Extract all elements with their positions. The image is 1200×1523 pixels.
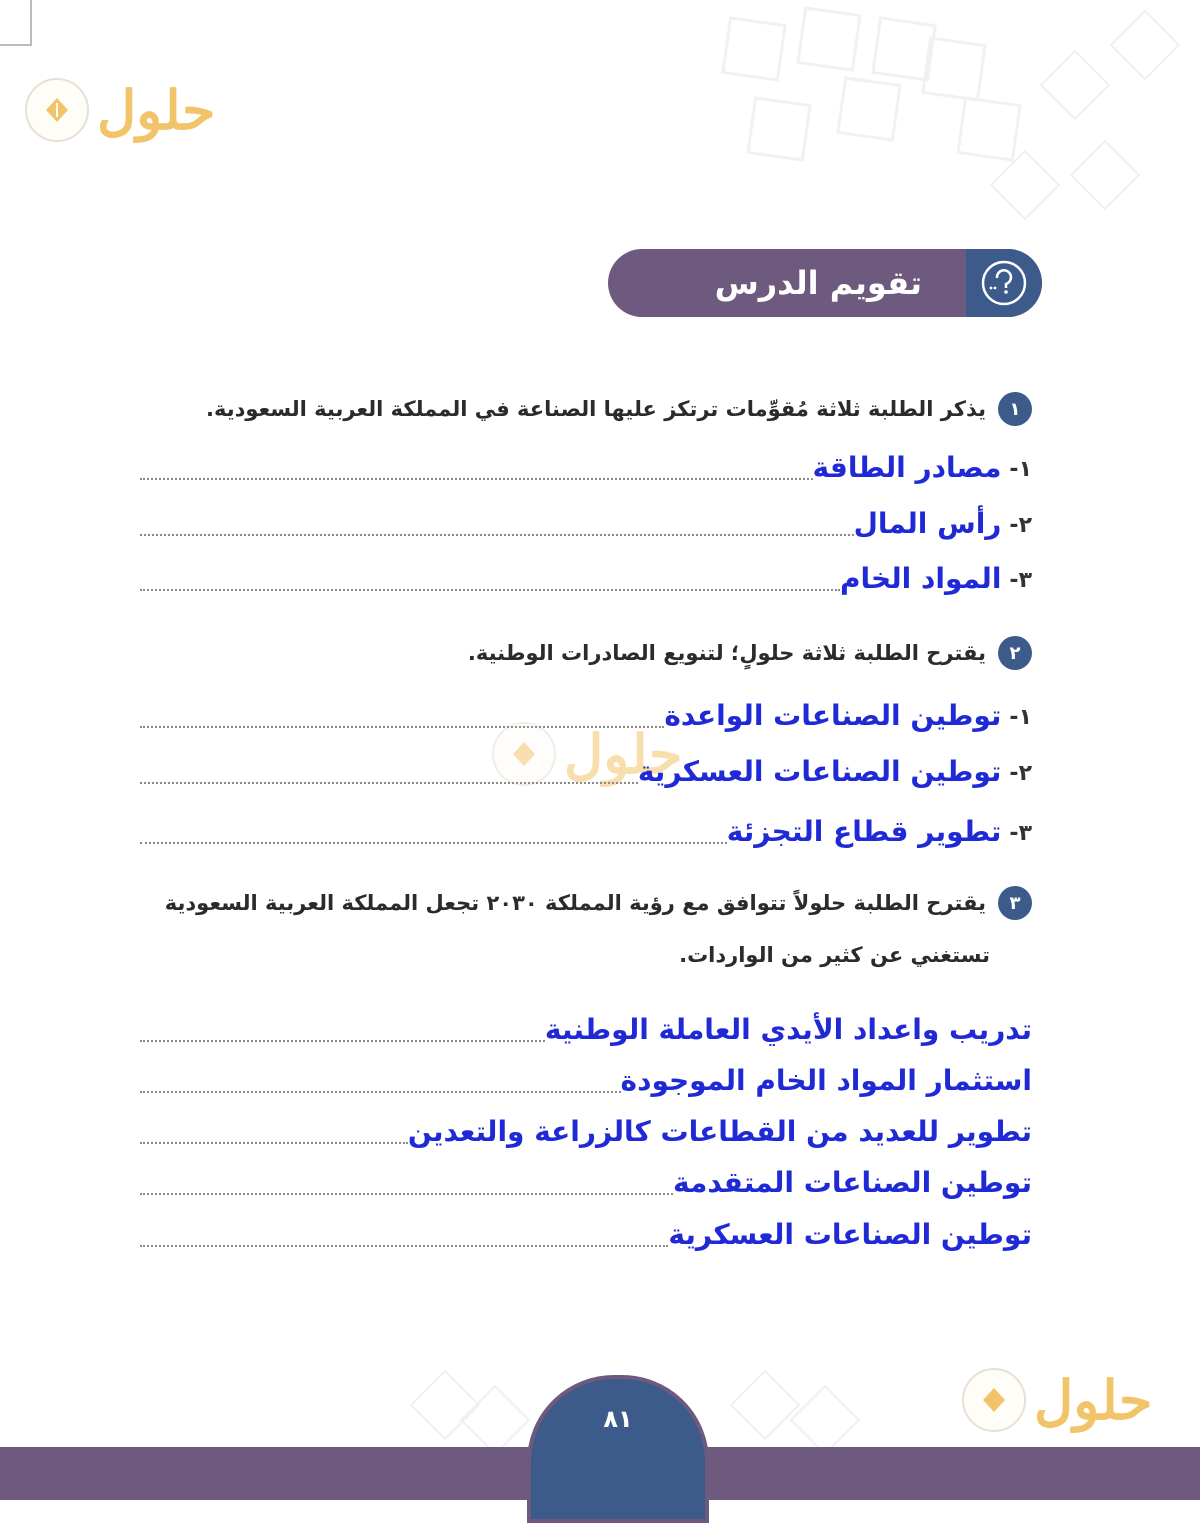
answer-text: المواد الخام: [839, 562, 1002, 595]
answer-text: رأس المال: [853, 507, 1002, 540]
answer-line: [140, 810, 1032, 850]
answer-number: ٢-: [1009, 513, 1032, 538]
answer-text: توطين الصناعات العسكرية: [668, 1218, 1032, 1251]
answer-line: [140, 1213, 1032, 1253]
logo-text: حلول: [564, 722, 683, 786]
dotted-line: [140, 1244, 668, 1247]
page-number-tab: [527, 1375, 709, 1523]
book-icon: [962, 1368, 1026, 1432]
brand-logo-bottom: [962, 1368, 1152, 1432]
book-icon: [25, 78, 89, 142]
lesson-header: [608, 249, 1042, 370]
dotted-line: [140, 725, 664, 728]
answer-number: ٣-: [1009, 568, 1032, 593]
answer-line: [140, 694, 1032, 734]
answer-text: توطين الصناعات العسكرية: [637, 755, 1002, 788]
answer-number: ١-: [1009, 705, 1032, 730]
answer-line: [140, 1110, 1032, 1150]
answer-line: [140, 750, 1032, 790]
dotted-line: [140, 841, 727, 844]
dotted-line: [140, 1141, 408, 1144]
answer-line: [140, 1008, 1032, 1048]
answer-text: مصادر الطاقة: [812, 451, 1002, 484]
answer-line: [140, 502, 1032, 542]
answer-text: استثمار المواد الخام الموجودة: [620, 1064, 1032, 1097]
question-2: [468, 636, 1032, 670]
answer-line: [140, 446, 1032, 486]
dotted-line: [140, 781, 638, 784]
question-text-continued: تستغني عن كثير من الواردات.: [679, 943, 990, 967]
answer-text: تطوير للعديد من القطاعات كالزراعة والتعدين: [407, 1115, 1032, 1148]
logo-text: حلول: [1034, 1368, 1153, 1432]
answer-number: ٣-: [1009, 821, 1032, 846]
answer-line: [140, 1161, 1032, 1201]
dotted-line: [140, 477, 813, 480]
page-title: تقويم الدرس التاسع: [714, 264, 922, 370]
answer-text: توطين الصناعات الواعدة: [664, 699, 1002, 732]
crop-mark: [0, 0, 32, 46]
answer-text: تدريب واعداد الأيدي العاملة الوطنية: [544, 1013, 1032, 1046]
page-number: ٨١: [603, 1405, 633, 1433]
dotted-line: [140, 533, 854, 536]
question-number-badge: ٢: [998, 636, 1032, 670]
answer-line: [140, 557, 1032, 597]
question-1: [206, 392, 1032, 426]
question-text: يقترح الطلبة حلولاً تتوافق مع رؤية المملكة ٢٠٣٠ تجعل المملكة العربية السعودية: [164, 891, 986, 915]
question-text: يقترح الطلبة ثلاثة حلولٍ؛ لتنويع الصادرات الوطنية.: [467, 641, 986, 665]
question-3: [165, 886, 1032, 920]
answer-text: توطين الصناعات المتقدمة: [673, 1166, 1032, 1199]
dotted-line: [140, 1039, 545, 1042]
answer-line: [140, 1059, 1032, 1099]
brand-logo-top: [25, 78, 215, 142]
dotted-line: [140, 1090, 621, 1093]
answer-text: تطوير قطاع التجزئة: [726, 815, 1002, 848]
logo-text: حلول: [97, 78, 216, 142]
dotted-line: [140, 588, 840, 591]
answer-number: ١-: [1009, 457, 1032, 482]
question-text: يذكر الطلبة ثلاثة مُقوِّمات ترتكز عليها الصناعة في المملكة العربية السعودية.: [205, 397, 986, 421]
question-chat-icon: [966, 249, 1042, 317]
dotted-line: [140, 1192, 673, 1195]
answer-number: ٢-: [1009, 761, 1032, 786]
question-number-badge: ١: [998, 392, 1032, 426]
question-number-badge: ٣: [998, 886, 1032, 920]
